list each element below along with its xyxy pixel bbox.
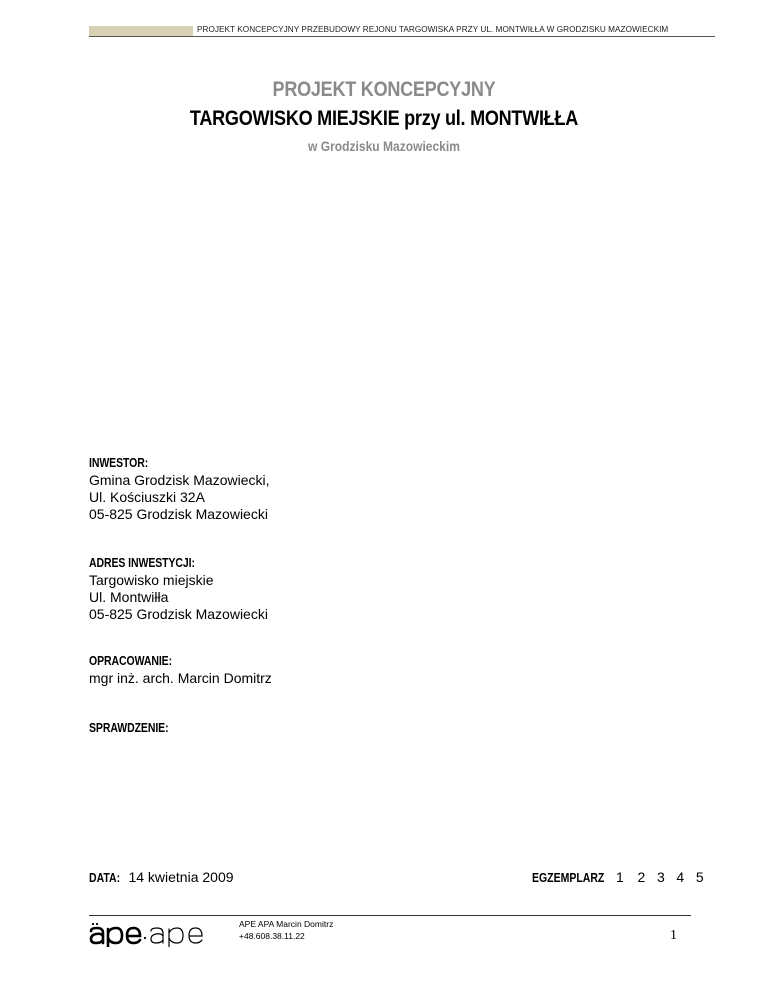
- page-number: 1: [670, 928, 677, 943]
- sprawdzenie-label: SPRAWDZENIE:: [89, 721, 169, 735]
- inwestor-line: 05-825 Grodzisk Mazowiecki: [89, 506, 268, 522]
- opracowanie-line: mgr inż. arch. Marcin Domitrz: [89, 670, 272, 686]
- title-line-2: TARGOWISKO MIEJSKIE przy ul. MONTWIŁŁA: [189, 107, 579, 130]
- inwestor-line: Ul. Kościuszki 32A: [89, 489, 205, 505]
- egzemplarz-number: 4: [676, 869, 685, 885]
- section-sprawdzenie: [89, 721, 184, 737]
- adres-label: ADRES INWESTYCJI:: [89, 556, 195, 570]
- footer-company: APE APA Marcin Domitrz: [239, 919, 334, 929]
- adres-line: Targowisko miejskie: [89, 572, 214, 588]
- title-line-3: w Grodzisku Mazowieckim: [308, 138, 460, 154]
- date-value: 14 kwietnia 2009: [128, 869, 234, 885]
- date-label: DATA:: [89, 871, 121, 885]
- egzemplarz-number: 2: [637, 869, 646, 885]
- header-accent-bar: [89, 26, 193, 36]
- footer-phone: +48.608.38.11.22: [239, 931, 305, 941]
- section-opracowanie: [89, 654, 272, 687]
- adres-line: Ul. Montwiłła: [89, 589, 169, 605]
- egzemplarz-number: 5: [695, 869, 704, 885]
- inwestor-label: INWESTOR:: [89, 456, 149, 470]
- egzemplarz-number: 1: [616, 869, 624, 885]
- opracowanie-label: OPRACOWANIE:: [89, 654, 173, 668]
- inwestor-line: Gmina Grodzisk Mazowiecki,: [89, 472, 270, 488]
- date-row: [89, 869, 234, 887]
- ape-apa-logo: [89, 921, 229, 947]
- section-inwestor: [89, 456, 270, 523]
- header-rule: [89, 36, 715, 37]
- adres-line: 05-825 Grodzisk Mazowiecki: [89, 606, 268, 622]
- egzemplarz-number: 3: [656, 869, 665, 885]
- section-adres-inwestycji: [89, 556, 268, 623]
- running-header: PROJEKT KONCEPCYJNY PRZEBUDOWY REJONU TARGOWISKA PRZY UL. MONTWIŁŁA W GRODZISKU MAZOWIECKIM: [197, 25, 669, 34]
- footer-rule: [89, 915, 691, 916]
- title-line-1: PROJEKT KONCEPCYJNY: [272, 78, 496, 101]
- egzemplarz-label: EGZEMPLARZ: [532, 871, 605, 885]
- egzemplarz-row: [532, 869, 707, 887]
